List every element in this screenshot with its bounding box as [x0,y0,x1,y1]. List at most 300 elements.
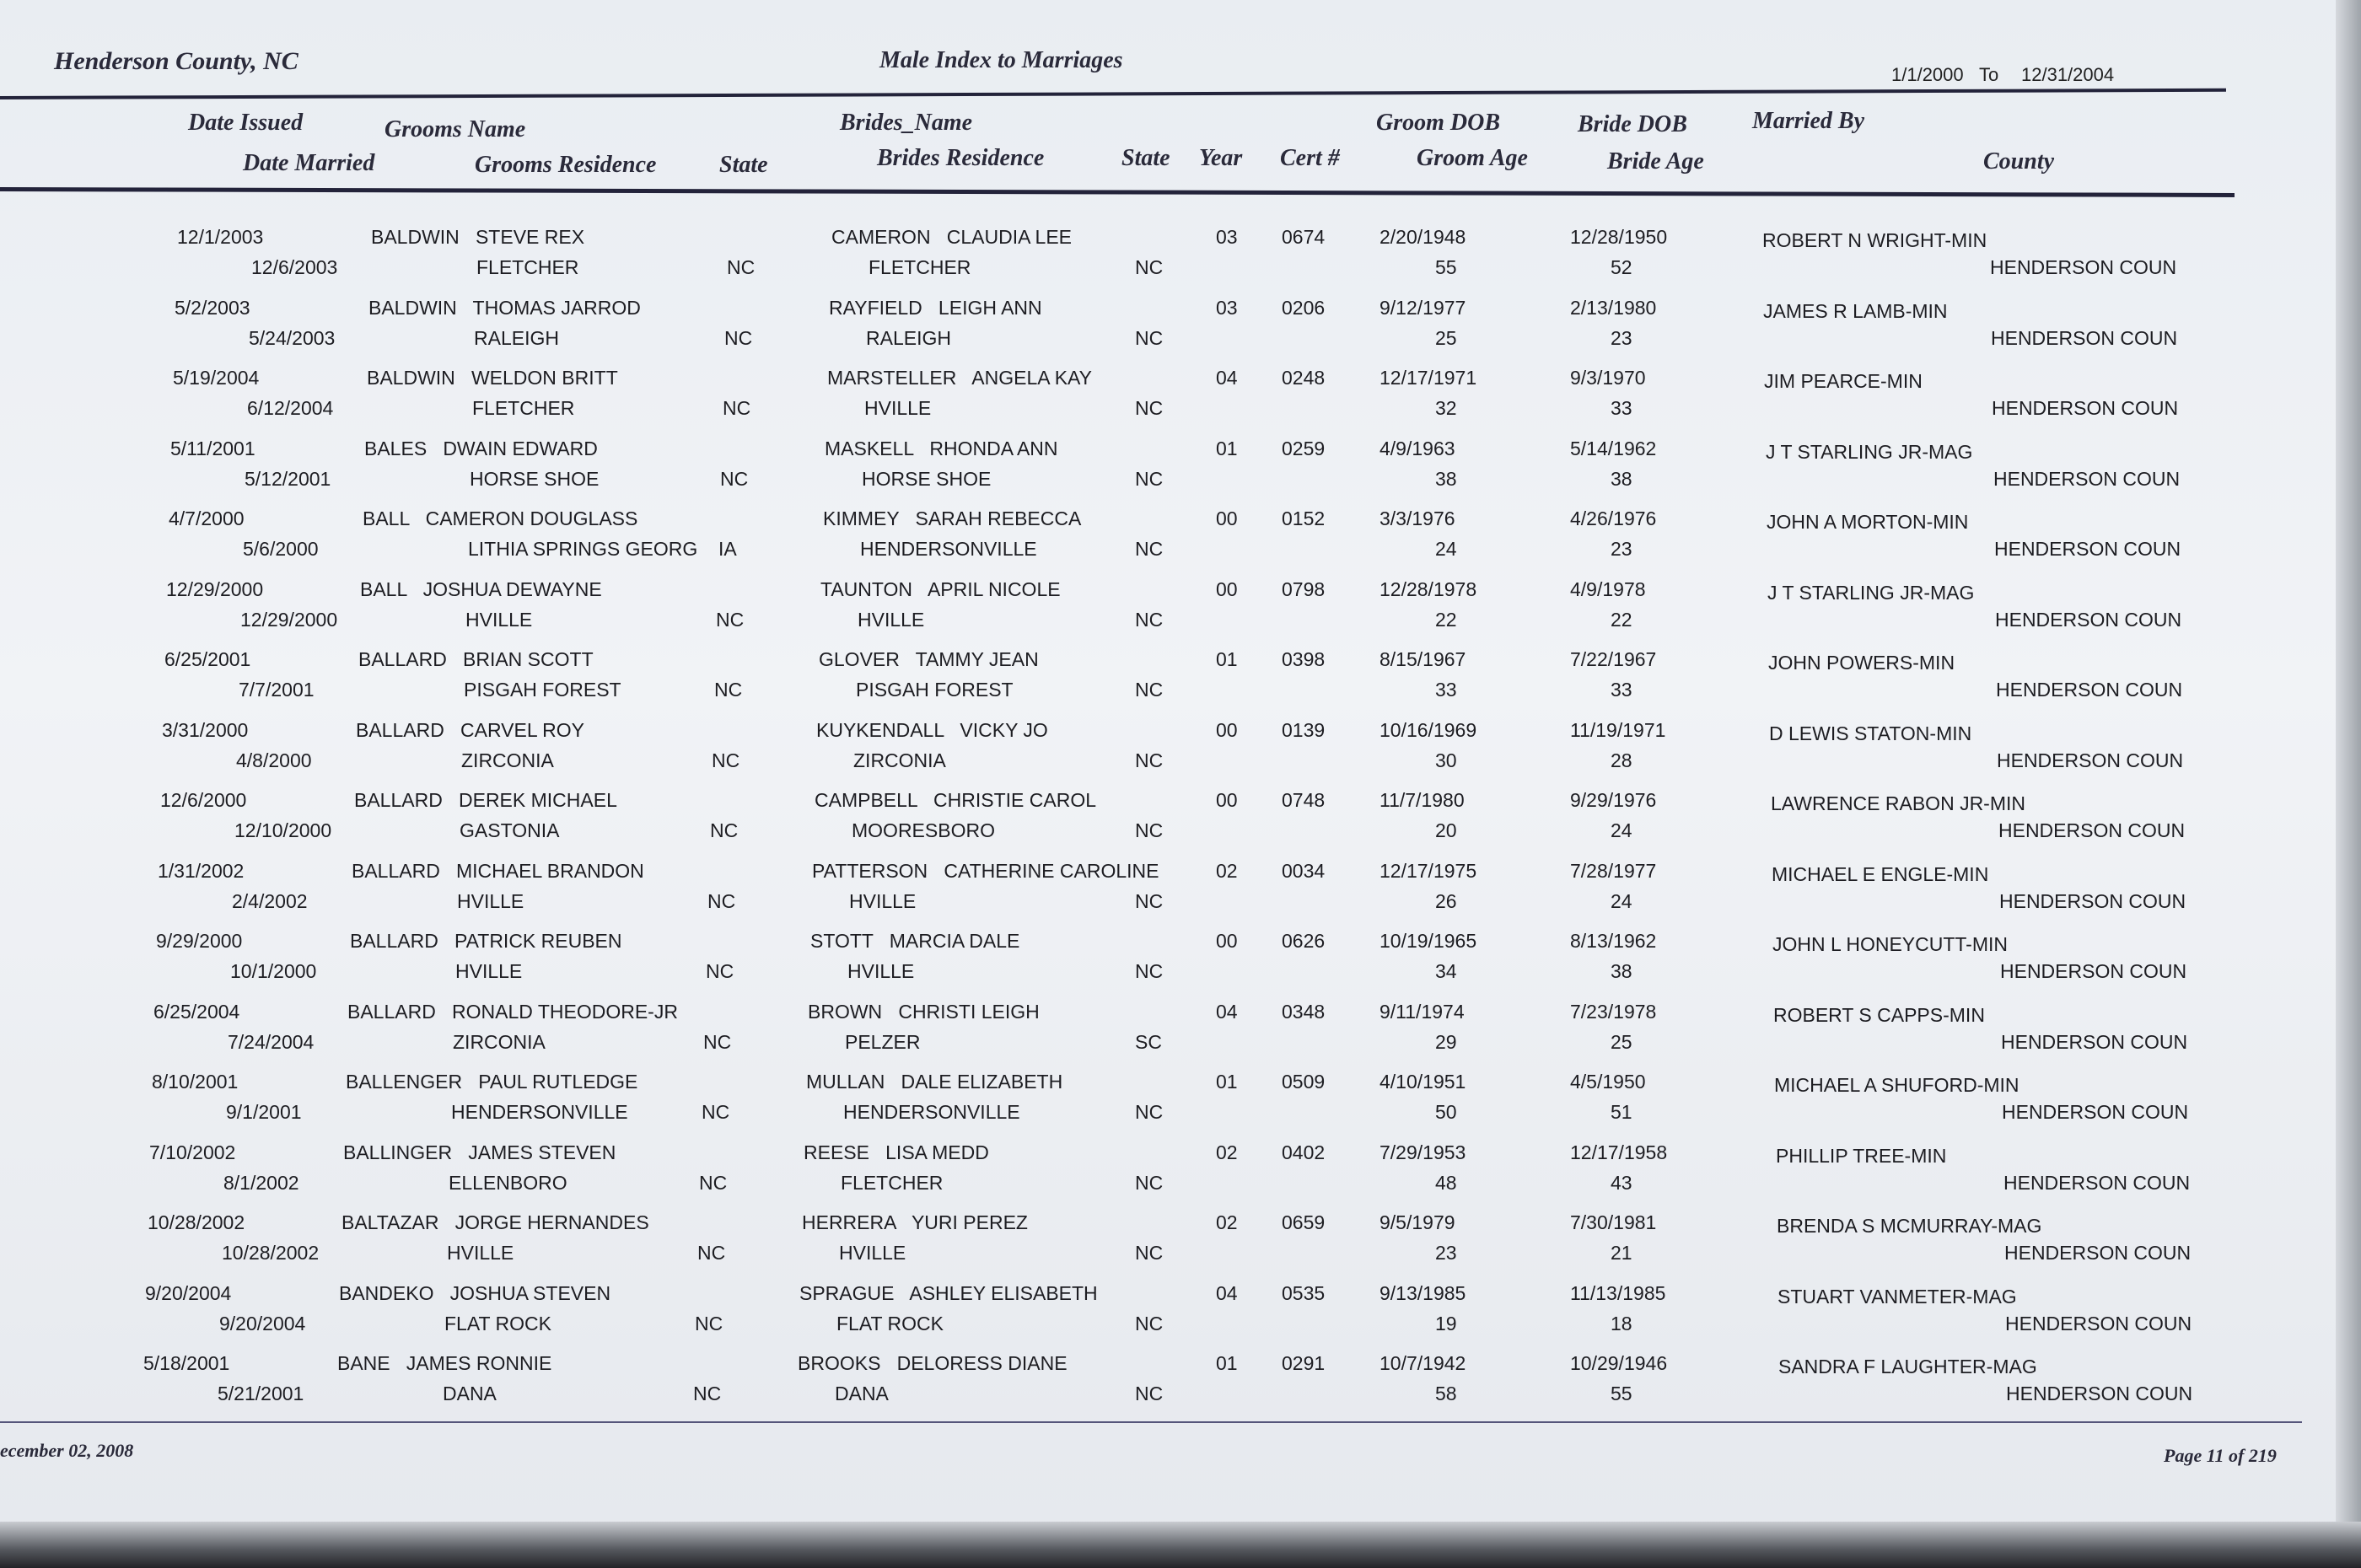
table-row [0,367,2336,436]
bride-age: 55 [1611,1383,1632,1404]
cert-number: 0152 [1282,507,1326,529]
date-issued: 4/7/2000 [169,507,245,529]
cert-year: 00 [1216,930,1238,952]
date-married: 2/4/2002 [232,889,308,912]
groom-dob: 7/29/1953 [1379,1141,1466,1163]
married-by: D LEWIS STATON-MIN [1769,722,1972,744]
cert-year: 01 [1216,1352,1238,1374]
date-married: 10/28/2002 [222,1242,320,1264]
date-married: 7/24/2004 [228,1030,315,1053]
date-issued: 6/25/2001 [164,648,251,670]
bride-age: 22 [1611,608,1632,631]
groom-state: NC [727,256,756,278]
date-range-start: 1/1/2000 [1891,64,1964,85]
cert-number: 0248 [1282,367,1326,389]
col-grooms-residence: Grooms Residence [475,152,657,178]
col-bride-state: State [1121,145,1170,171]
footer-rule [0,1421,2302,1423]
county-value: HENDERSON COUN [1998,819,2186,841]
county-value: HENDERSON COUN [1992,397,2179,419]
grooms-name: BALLINGER JAMES STEVEN [343,1141,616,1163]
cert-year: 02 [1216,859,1238,882]
groom-age: 25 [1435,326,1457,349]
date-issued: 5/18/2001 [143,1352,230,1374]
groom-dob: 11/7/1980 [1379,789,1465,811]
groom-state: NC [706,960,734,982]
brides-residence: DANA [835,1383,889,1404]
married-by: SANDRA F LAUGHTER-MAG [1778,1356,2037,1377]
groom-dob: 12/28/1978 [1379,577,1477,600]
table-row [0,1141,2336,1211]
bride-state: NC [1135,1101,1164,1123]
bride-state: NC [1135,397,1164,419]
grooms-name: BALDWIN WELDON BRITT [367,367,618,389]
cert-number: 0034 [1282,859,1326,882]
table-row [0,1001,2336,1070]
grooms-name: BALDWIN STEVE REX [371,226,585,248]
groom-state: NC [695,1312,723,1334]
date-married: 10/1/2000 [230,960,317,982]
cert-year: 03 [1216,296,1238,319]
brides-residence: HVILLE [864,397,932,419]
grooms-name: BALLARD CARVEL ROY [356,718,584,741]
bride-age: 38 [1611,960,1632,982]
grooms-residence: HORSE SHOE [470,467,600,490]
brides-residence: FLETCHER [869,256,971,278]
groom-dob: 12/17/1975 [1379,859,1477,882]
bride-age: 38 [1611,467,1632,490]
groom-dob: 4/9/1963 [1379,437,1455,459]
brides-name: BROWN CHRISTI LEIGH [808,1000,1040,1023]
bride-age: 24 [1611,819,1632,841]
cert-number: 0509 [1282,1071,1326,1093]
col-groom-state: State [719,152,768,178]
groom-state: NC [693,1383,722,1404]
groom-dob: 9/13/1985 [1379,1281,1466,1304]
bride-state: NC [1135,1171,1164,1194]
bride-age: 43 [1611,1171,1632,1194]
county-value: HENDERSON COUN [2004,1242,2192,1264]
bride-dob: 12/28/1950 [1570,226,1668,248]
date-issued: 12/1/2003 [177,226,264,248]
col-year: Year [1199,145,1243,171]
table-row [0,438,2336,507]
brides-name: PATTERSON CATHERINE CAROLINE [812,859,1159,882]
county-value: HENDERSON COUN [1999,889,2186,912]
bride-state: NC [1135,1312,1164,1334]
grooms-residence: FLAT ROCK [444,1312,551,1334]
cert-number: 0674 [1282,226,1326,248]
table-row [0,860,2336,929]
report-title: Male Index to Marriages [879,47,1123,73]
date-range-end: 12/31/2004 [2021,64,2115,85]
grooms-name: BALLARD DEREK MICHAEL [354,789,617,811]
married-by: ROBERT N WRIGHT-MIN [1762,229,1987,251]
cert-year: 01 [1216,1071,1238,1093]
col-date-married: Date Married [243,150,375,176]
county-value: HENDERSON COUN [1990,256,2177,278]
bride-dob: 4/9/1978 [1570,577,1646,600]
col-brides-name: Brides_Name [840,110,973,136]
date-issued: 7/10/2002 [149,1141,236,1163]
groom-dob: 8/15/1967 [1379,648,1466,670]
married-by: JOHN L HONEYCUTT-MIN [1772,933,2008,955]
groom-state: NC [716,608,745,631]
header-bottom-rule [0,187,2235,197]
date-married: 6/12/2004 [247,397,334,419]
brides-name: CAMPBELL CHRISTIE CAROL [815,789,1097,811]
county-value: HENDERSON COUN [2005,1312,2192,1334]
married-by: STUART VANMETER-MAG [1777,1285,2017,1308]
table-row [0,226,2336,295]
brides-residence: PELZER [845,1030,921,1053]
groom-age: 58 [1435,1383,1457,1404]
brides-name: GLOVER TAMMY JEAN [819,648,1039,670]
cert-year: 04 [1216,1000,1238,1023]
groom-age: 20 [1435,819,1457,841]
grooms-residence: HVILLE [457,889,524,912]
county-value: HENDERSON COUN [1993,467,2181,490]
table-row [0,1282,2336,1351]
bride-state: NC [1135,538,1164,560]
groom-age: 22 [1435,608,1457,631]
date-issued: 12/29/2000 [166,577,264,600]
married-by: PHILLIP TREE-MIN [1776,1144,1947,1167]
county-value: HENDERSON COUN [2000,960,2187,982]
bride-age: 51 [1611,1101,1632,1123]
county-value: HENDERSON COUN [1994,538,2181,560]
brides-residence: HVILLE [849,889,917,912]
groom-state: NC [723,397,751,419]
bride-age: 25 [1611,1030,1632,1053]
date-issued: 10/28/2002 [148,1211,245,1233]
bride-age: 28 [1611,749,1632,771]
bride-state: NC [1135,326,1164,349]
table-row [0,789,2336,858]
groom-state: NC [702,1101,730,1123]
bride-age: 33 [1611,679,1632,701]
county-title: Henderson County, NC [54,47,298,75]
brides-residence: RALEIGH [866,326,951,349]
grooms-residence: ELLENBORO [449,1171,567,1194]
date-issued: 8/10/2001 [152,1071,239,1093]
grooms-name: BALTAZAR JORGE HERNANDES [342,1211,649,1233]
bride-age: 33 [1611,397,1632,419]
grooms-name: BALLARD RONALD THEODORE-JR [347,1000,678,1023]
grooms-name: BALLENGER PAUL RUTLEDGE [346,1071,638,1093]
grooms-name: BALES DWAIN EDWARD [364,437,598,459]
grooms-residence: ZIRCONIA [453,1030,546,1053]
grooms-name: BALLARD PATRICK REUBEN [350,930,622,952]
date-married: 5/12/2001 [245,467,331,490]
cert-number: 0139 [1282,718,1326,741]
page-stack-edge [0,1522,2361,1568]
married-by: JAMES R LAMB-MIN [1763,299,1948,322]
groom-age: 34 [1435,960,1457,982]
groom-age: 26 [1435,889,1457,912]
col-bride-age: Bride Age [1607,148,1704,175]
county-value: HENDERSON COUN [2006,1383,2193,1404]
groom-dob: 10/19/1965 [1379,930,1477,952]
groom-age: 32 [1435,397,1457,419]
grooms-name: BALL JOSHUA DEWAYNE [360,577,602,600]
date-issued: 12/6/2000 [160,789,247,811]
date-issued: 5/11/2001 [170,437,255,459]
cert-number: 0798 [1282,577,1326,600]
groom-age: 30 [1435,749,1457,771]
cert-number: 0348 [1282,1000,1326,1023]
brides-residence: MOORESBORO [852,819,995,841]
bride-dob: 7/22/1967 [1570,648,1657,670]
bride-state: NC [1135,608,1164,631]
cert-year: 00 [1216,507,1238,529]
married-by: JOHN POWERS-MIN [1768,652,1955,674]
table-row [0,1211,2336,1281]
married-by: JIM PEARCE-MIN [1764,370,1923,392]
grooms-name: BANDEKO JOSHUA STEVEN [339,1281,611,1304]
grooms-residence: FLETCHER [472,397,575,419]
bride-dob: 11/13/1985 [1570,1281,1666,1304]
brides-residence: PISGAH FOREST [856,679,1014,701]
grooms-name: BALDWIN THOMAS JARROD [368,296,641,319]
bride-dob: 11/19/1971 [1570,718,1666,741]
date-married: 5/6/2000 [243,538,319,560]
county-value: HENDERSON COUN [2001,1030,2188,1053]
brides-residence: HENDERSONVILLE [860,538,1037,560]
brides-residence: FLAT ROCK [836,1312,944,1334]
date-married: 8/1/2002 [223,1171,299,1194]
groom-age: 33 [1435,679,1457,701]
brides-residence: HORSE SHOE [862,467,992,490]
footer-page: Page 11 of 219 [2164,1445,2277,1466]
cert-number: 0259 [1282,437,1326,459]
grooms-residence: RALEIGH [474,326,559,349]
groom-state: NC [720,467,749,490]
cert-year: 00 [1216,577,1238,600]
groom-state: NC [714,679,743,701]
bride-age: 52 [1611,256,1632,278]
date-married: 12/29/2000 [240,608,338,631]
cert-number: 0626 [1282,930,1326,952]
groom-dob: 9/5/1979 [1379,1211,1455,1233]
brides-residence: HVILLE [839,1242,906,1264]
brides-name: KIMMEY SARAH REBECCA [823,507,1082,529]
col-brides-residence: Brides Residence [877,145,1045,171]
bride-state: NC [1135,1242,1164,1264]
table-row [0,507,2336,577]
date-issued: 6/25/2004 [153,1000,240,1023]
bride-dob: 9/3/1970 [1570,367,1646,389]
groom-age: 50 [1435,1101,1457,1123]
bride-state: SC [1135,1030,1162,1053]
date-issued: 9/20/2004 [145,1281,232,1304]
date-married: 9/1/2001 [226,1101,302,1123]
groom-age: 29 [1435,1030,1457,1053]
groom-age: 23 [1435,1242,1457,1264]
brides-residence: HVILLE [858,608,925,631]
table-row [0,719,2336,788]
bride-dob: 10/29/1946 [1570,1352,1668,1374]
groom-dob: 2/20/1948 [1379,226,1466,248]
groom-age: 24 [1435,538,1457,560]
cert-number: 0402 [1282,1141,1326,1163]
brides-residence: HVILLE [847,960,915,982]
groom-state: NC [710,819,739,841]
bride-dob: 4/5/1950 [1570,1071,1646,1093]
groom-dob: 9/11/1974 [1379,1000,1465,1023]
grooms-name: BALL CAMERON DOUGLASS [363,507,638,529]
brides-name: HERRERA YURI PEREZ [802,1211,1028,1233]
grooms-residence: HVILLE [465,608,533,631]
cert-year: 01 [1216,648,1238,670]
cert-year: 00 [1216,718,1238,741]
groom-state: NC [724,326,753,349]
bride-state: NC [1135,889,1164,912]
bride-state: NC [1135,679,1164,701]
date-issued: 3/31/2000 [162,718,249,741]
brides-name: MARSTELLER ANGELA KAY [827,367,1093,389]
col-county: County [1983,148,2055,175]
date-married: 5/24/2003 [249,326,336,349]
county-value: HENDERSON COUN [2003,1171,2191,1194]
cert-year: 00 [1216,789,1238,811]
married-by: ROBERT S CAPPS-MIN [1773,1003,1985,1026]
bride-state: NC [1135,960,1164,982]
bride-dob: 7/28/1977 [1570,859,1657,882]
col-married-by: Married By [1752,108,1864,134]
grooms-name: BALLARD BRIAN SCOTT [358,648,594,670]
groom-age: 55 [1435,256,1457,278]
groom-age: 19 [1435,1312,1457,1334]
grooms-name: BANE JAMES RONNIE [337,1352,552,1374]
date-married: 7/7/2001 [239,679,315,701]
married-by: JOHN A MORTON-MIN [1767,511,1969,533]
brides-name: SPRAGUE ASHLEY ELISABETH [799,1281,1098,1304]
brides-name: TAUNTON APRIL NICOLE [820,577,1061,600]
cert-year: 01 [1216,437,1238,459]
bride-dob: 8/13/1962 [1570,930,1657,952]
brides-name: REESE LISA MEDD [804,1141,989,1163]
brides-name: KUYKENDALL VICKY JO [816,718,1048,741]
married-by: J T STARLING JR-MAG [1767,581,1975,604]
cert-number: 0206 [1282,296,1326,319]
table-row [0,930,2336,999]
bride-state: NC [1135,1383,1164,1404]
grooms-residence: ZIRCONIA [461,749,554,771]
brides-residence: ZIRCONIA [853,749,946,771]
grooms-residence: HENDERSONVILLE [451,1101,628,1123]
date-issued: 5/2/2003 [175,296,250,319]
groom-dob: 12/17/1971 [1379,367,1477,389]
footer-date: ecember 02, 2008 [0,1440,134,1461]
cert-number: 0748 [1282,789,1326,811]
bride-dob: 9/29/1976 [1570,789,1657,811]
cert-year: 02 [1216,1141,1238,1163]
married-by: MICHAEL A SHUFORD-MIN [1774,1074,2019,1096]
bride-age: 24 [1611,889,1632,912]
grooms-residence: HVILLE [447,1242,514,1264]
cert-year: 04 [1216,1281,1238,1304]
cert-number: 0659 [1282,1211,1326,1233]
brides-name: STOTT MARCIA DALE [810,930,1020,952]
col-date-issued: Date Issued [188,110,304,136]
brides-name: MULLAN DALE ELIZABETH [806,1071,1063,1093]
grooms-name: BALLARD MICHAEL BRANDON [352,859,644,882]
date-married: 12/6/2003 [251,256,338,278]
cert-year: 02 [1216,1211,1238,1233]
bride-state: NC [1135,749,1164,771]
groom-dob: 3/3/1976 [1379,507,1455,529]
groom-age: 38 [1435,467,1457,490]
cert-year: 03 [1216,226,1238,248]
date-issued: 9/29/2000 [156,930,243,952]
grooms-residence: DANA [443,1383,497,1404]
page-edge [2336,0,2361,1568]
groom-state: NC [703,1030,732,1053]
col-groom-age: Groom Age [1417,145,1528,171]
county-value: HENDERSON COUN [1991,326,2178,349]
col-cert: Cert # [1280,145,1340,171]
table-row [0,648,2336,717]
married-by: LAWRENCE RABON JR-MIN [1771,792,2025,814]
bride-age: 23 [1611,326,1632,349]
bride-dob: 4/26/1976 [1570,507,1657,529]
county-value: HENDERSON COUN [1997,749,2184,771]
brides-name: CAMERON CLAUDIA LEE [831,226,1073,248]
brides-residence: HENDERSONVILLE [843,1101,1020,1123]
date-married: 4/8/2000 [236,749,312,771]
groom-dob: 9/12/1977 [1379,296,1466,319]
date-range-to: To [1979,64,1999,85]
col-grooms-name: Grooms Name [385,116,526,142]
table-row [0,1071,2336,1140]
table-row [0,297,2336,366]
grooms-residence: GASTONIA [460,819,560,841]
col-bride-dob: Bride DOB [1578,111,1687,137]
county-value: HENDERSON COUN [2002,1101,2189,1123]
county-value: HENDERSON COUN [1995,608,2182,631]
brides-residence: FLETCHER [841,1171,944,1194]
bride-state: NC [1135,467,1164,490]
married-by: BRENDA S MCMURRAY-MAG [1777,1215,2042,1237]
date-issued: 5/19/2004 [173,367,260,389]
bride-dob: 7/30/1981 [1570,1211,1657,1233]
grooms-residence: FLETCHER [476,256,579,278]
brides-name: MASKELL RHONDA ANN [825,437,1058,459]
grooms-residence: HVILLE [455,960,523,982]
groom-age: 48 [1435,1171,1457,1194]
bride-age: 23 [1611,538,1632,560]
groom-state: NC [697,1242,726,1264]
bride-state: NC [1135,256,1164,278]
table-row [0,578,2336,647]
married-by: J T STARLING JR-MAG [1766,440,1973,463]
brides-name: RAYFIELD LEIGH ANN [829,296,1042,319]
bride-dob: 7/23/1978 [1570,1000,1657,1023]
bride-dob: 5/14/1962 [1570,437,1657,459]
cert-number: 0291 [1282,1352,1326,1374]
bride-age: 18 [1611,1312,1632,1334]
cert-year: 04 [1216,367,1238,389]
groom-dob: 4/10/1951 [1379,1071,1466,1093]
groom-state: NC [712,749,740,771]
date-married: 12/10/2000 [234,819,332,841]
grooms-residence: PISGAH FOREST [464,679,621,701]
groom-dob: 10/16/1969 [1379,718,1477,741]
bride-dob: 12/17/1958 [1570,1141,1668,1163]
groom-state: NC [707,889,736,912]
bride-dob: 2/13/1980 [1570,296,1657,319]
